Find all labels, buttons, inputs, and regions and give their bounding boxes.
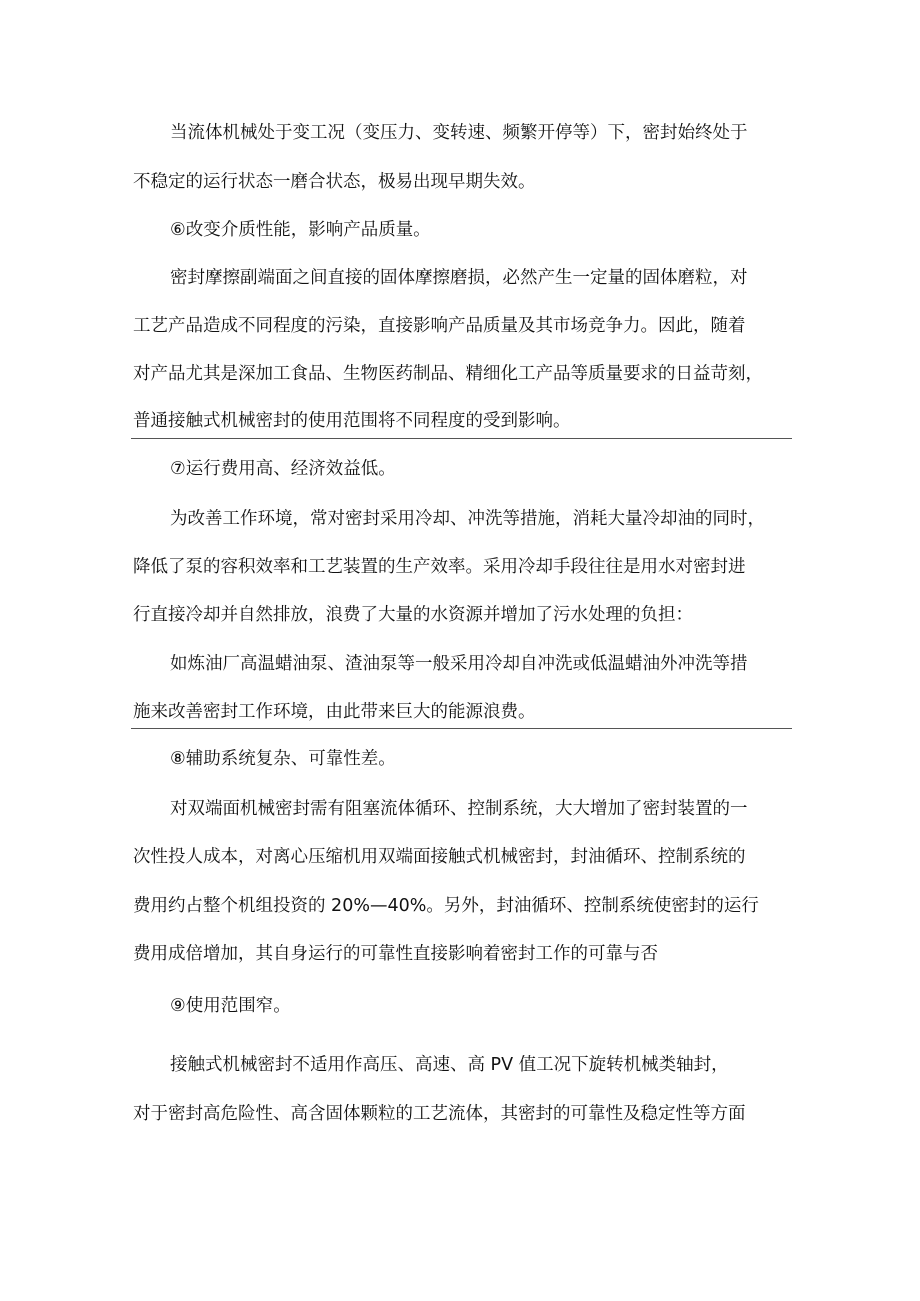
paragraph-line: 降低了泵的容积效率和工艺装置的生产效率。采用冷却手段往往是用水对密封进 [133, 557, 746, 577]
paragraph-line: 如炼油厂高温蜡油泵、渣油泵等一般采用冷却自冲洗或低温蜡油外冲洗等措 [170, 654, 748, 674]
paragraph-line: 密封摩擦副端面之间直接的固体摩擦磨损，必然产生一定量的固体磨粒，对 [170, 268, 748, 288]
divider [131, 728, 792, 729]
paragraph-line: 施来改善密封工作环境，由此带来巨大的能源浪费。 [133, 702, 536, 722]
paragraph-line: 工艺产品造成不同程度的污染，直接影响产品质量及其市场竞争力。因此，随着 [133, 316, 746, 336]
paragraph-line: 次性投人成本，对离心压缩机用双端面接触式机械密封，封油循环、控制系统的 [133, 847, 746, 867]
paragraph-line: 对产品尤其是深加工食品、生物医药制品、精细化工产品等质量要求的日益苛刻， [133, 364, 763, 384]
paragraph-line: 当流体机械处于变工况（变压力、变转速、频繁开停等）下，密封始终处于 [170, 123, 748, 143]
section-heading: ⑦运行费用高、经济效益低。 [170, 459, 396, 479]
paragraph-line: 不稳定的运行状态一磨合状态，极易出现早期失效。 [133, 172, 536, 192]
paragraph-line: 费用约占整个机组投资的 20%—40%。另外，封油循环、控制系统使密封的运行 [133, 896, 759, 916]
paragraph-line: 为改善工作环境，常对密封采用冷却、冲洗等措施，消耗大量冷却油的同时， [170, 509, 765, 529]
paragraph-line: 费用成倍增加，其自身运行的可靠性直接影响着密封工作的可靠与否 [133, 944, 658, 964]
section-heading: ⑧辅助系统复杂、可靠性差。 [170, 749, 396, 769]
paragraph-line: 接触式机械密封不适用作高压、高速、高 PV 值工况下旋转机械类轴封， [170, 1055, 729, 1075]
section-heading: ⑨使用范围窄。 [170, 996, 291, 1016]
section-heading: ⑥改变介质性能，影响产品质量。 [170, 220, 431, 240]
divider [131, 438, 792, 439]
paragraph-line: 对于密封高危险性、高含固体颗粒的工艺流体，其密封的可靠性及稳定性等方面 [133, 1104, 746, 1124]
paragraph-line: 行直接冷却并自然排放，浪费了大量的水资源并增加了污水处理的负担： [133, 605, 693, 625]
paragraph-line: 对双端面机械密封需有阻塞流体循环、控制系统，大大增加了密封装置的一 [170, 799, 748, 819]
paragraph-line: 普通接触式机械密封的使用范围将不同程度的受到影响。 [133, 411, 571, 431]
